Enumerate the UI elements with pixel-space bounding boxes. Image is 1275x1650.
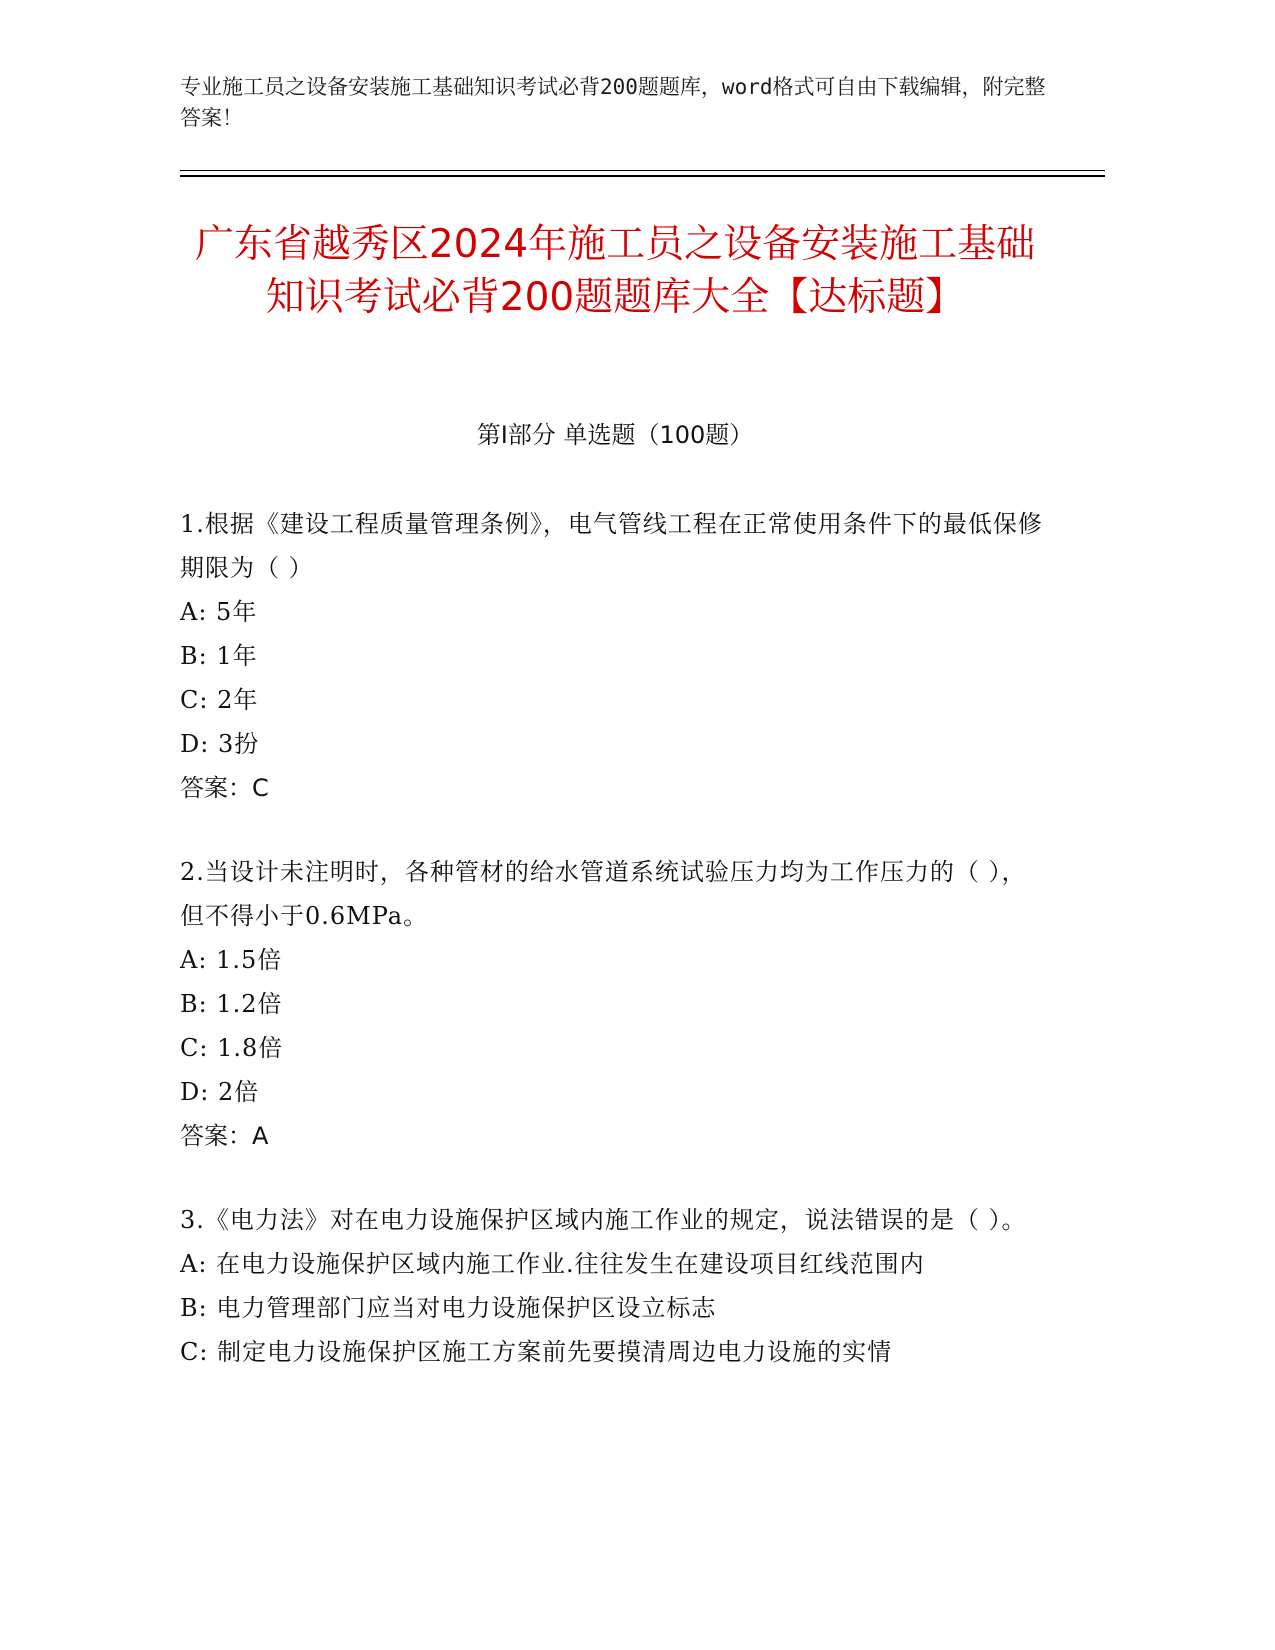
section-title: 第I部分 单选题（100题）	[476, 421, 754, 449]
question-stem: 2.当设计未注明时，各种管材的给水管道系统试验压力均为工作压力的（ ），但不得小于0.6MPa。	[180, 858, 1027, 930]
answer: 答案：A	[180, 1122, 269, 1150]
option-a: A: 1.5倍	[180, 946, 283, 974]
header-divider-thin	[180, 170, 1105, 171]
question-stem: 3.《电力法》对在电力设施保护区域内施工作业的规定，说法错误的是（ ）。	[180, 1206, 1027, 1234]
option-a: A: 在电力设施保护区域内施工作业.往往发生在建设项目红线范围内	[180, 1250, 925, 1278]
question-stem: 1.根据《建设工程质量管理条例》，电气管线工程在正常使用条件下的最低保修期限为（ ）	[180, 510, 1043, 582]
question-2	[180, 850, 1050, 1158]
answer: 答案：C	[180, 774, 269, 802]
option-b: B: 1.2倍	[180, 990, 283, 1018]
option-b: B: 1年	[180, 642, 258, 670]
document-title: 广东省越秀区2024年施工员之设备安装施工基础知识考试必背200题题库大全【达标题】	[194, 222, 1036, 320]
question-1	[180, 502, 1050, 810]
option-c: C: 1.8倍	[180, 1034, 284, 1062]
option-c: C: 制定电力设施保护区施工方案前先要摸清周边电力设施的实情	[180, 1338, 893, 1366]
header-divider-thick	[180, 175, 1105, 177]
question-3	[180, 1198, 1050, 1374]
option-d: D: 3扮	[180, 730, 260, 758]
option-d: D: 2倍	[180, 1078, 260, 1106]
option-a: A: 5年	[180, 598, 258, 626]
option-b: B: 电力管理部门应当对电力设施保护区设立标志	[180, 1294, 717, 1322]
option-c: C: 2年	[180, 686, 259, 714]
header-note: 专业施工员之设备安装施工基础知识考试必背200题题库，word格式可自由下载编辑，附完整答案！	[180, 75, 1046, 130]
